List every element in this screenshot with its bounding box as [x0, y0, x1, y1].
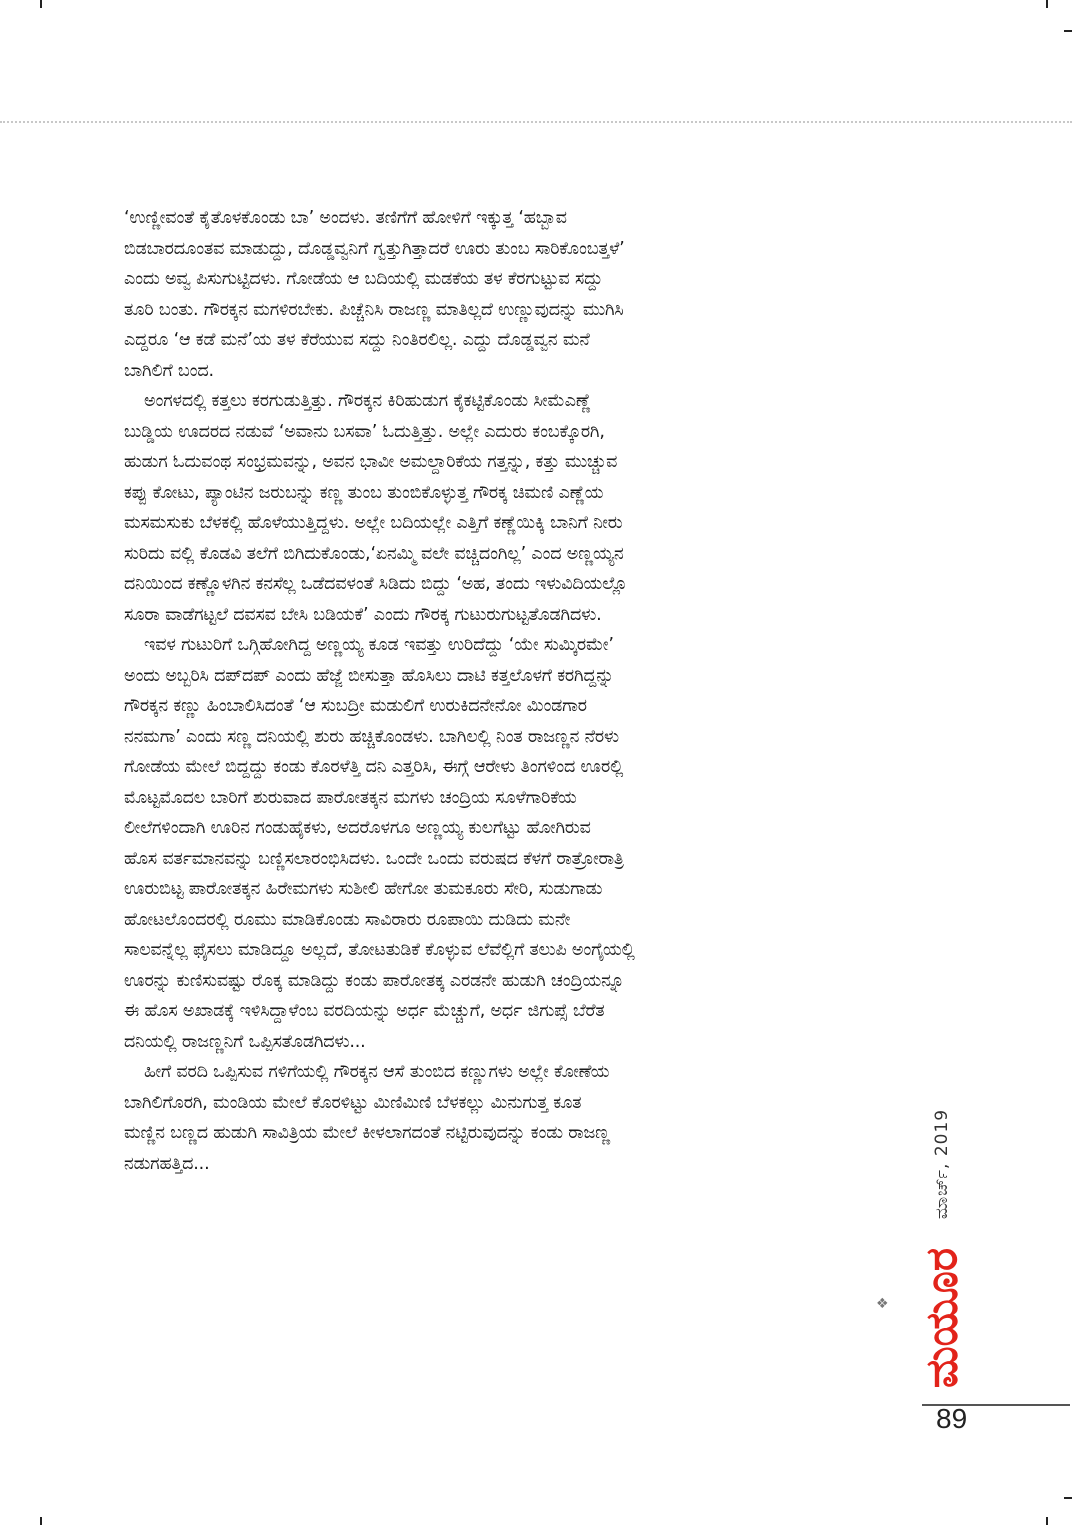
text-line: ನನಮಗಾ’ ಎಂದು ಸಣ್ಣ ದನಿಯಲ್ಲಿ ಶುರು ಹಚ್ಚಿಕೊಂಡಳು. ಬಾಗಿಲಲ್ಲಿ ನಿಂತ ರಾಜಣ್ಣನ ನೆರಳು — [124, 726, 619, 747]
text-line: ಊರುಬಿಟ್ಟ ಪಾರೋತಕ್ಕನ ಹಿರೇಮಗಳು ಸುಶೀಲಿ ಹೇಗೋ ತುಮಕೂರು ಸೇರಿ, ಸುಡುಗಾಡು — [124, 879, 603, 899]
text-line: ಹುಡುಗ ಓದುವಂಥ ಸಂಭ್ರಮವನ್ನು, ಅವನ ಭಾವೀ ಅಮಲ್ದಾರಿಕೆಯ ಗತ್ತನ್ನು, ಕತ್ತು ಮುಚ್ಚುವ — [124, 452, 618, 472]
text-line: ಸೂರಾ ವಾಡೆಗಟ್ಟಲೆ ದವಸವ ಬೇಸಿ ಬಡಿಯಕೆ’ ಎಂದು ಗೌರಕ್ಕ ಗುಟುರುಗುಟ್ಟತೊಡಗಿದಳು. — [124, 604, 602, 625]
text-line: ಅಂದು ಅಬ್ಬರಿಸಿ ದಪ್‌ದಪ್ ಎಂದು ಹೆಜ್ಜೆ ಬೀಸುತ್ತಾ ಹೊಸಿಲು ದಾಟಿ ಕತ್ತಲೊಳಗೆ ಕರಗಿದ್ದನ್ನು — [124, 665, 614, 686]
text-line: ದನಿಯಿಂದ ಕಣ್ಣೊಳಗಿನ ಕನಸೆಲ್ಲ ಒಡೆದವಳಂತೆ ಸಿಡಿದು ಬಿದ್ದು ‘ಅಹ, ತಂದು ಇಳುವಿದಿಯಲ್ಲೊ — [124, 574, 628, 594]
text-line: ಈ ಹೊಸ ಅಖಾಡಕ್ಕೆ ಇಳಿಸಿದ್ದಾಳೆಂಬ ವರದಿಯನ್ನು ಅರ್ಧ ಮೆಚ್ಚುಗೆ, ಅರ್ಧ ಜಿಗುಪ್ಸೆ ಬೆರೆತ — [124, 1001, 605, 1021]
crop-mark-right-lower — [1064, 1497, 1072, 1499]
crop-mark-top-left — [40, 0, 42, 8]
text-line: ಎದ್ದರೂ ‘ಆ ಕಡೆ ಮನೆ’ಯ ತಳ ಕೆರೆಯುವ ಸದ್ದು ನಿಂತಿರಲಿಲ್ಲ. ಎದ್ದು ದೊಡ್ಡವ್ವನ ಮನೆ — [124, 330, 590, 350]
text-line: ಊರನ್ನು ಕುಣಿಸುವಷ್ಟು ರೊಕ್ಕ ಮಾಡಿದ್ದು ಕಂಡು ಪಾರೋತಕ್ಕ ಎರಡನೇ ಹುಡುಗಿ ಚಂದ್ರಿಯನ್ನೂ — [124, 970, 625, 991]
text-line: ಹೀಗೆ ವರದಿ ಒಪ್ಪಿಸುವ ಗಳಿಗೆಯಲ್ಲಿ ಗೌರಕ್ಕನ ಆಸೆ ತುಂಬಿದ ಕಣ್ಣುಗಳು ಅಲ್ಲೇ ಕೋಣೆಯ — [144, 1062, 610, 1082]
dotted-header-rule — [0, 121, 1072, 123]
text-line: ಬಾಗಿಲಿಗೆ ಬಂದ. — [124, 360, 214, 381]
text-line: ಸುರಿದು ವಲ್ಲಿ ಕೊಡವಿ ತಲೆಗೆ ಬಿಗಿದುಕೊಂಡು,‘ಏನಮ್ಮಿ ವಲೇ ವಚ್ಚಿದಂಗಿಲ್ಲ’ ಎಂದ ಅಣ್ಣಯ್ಯನ — [124, 543, 624, 564]
text-line: ಕಪ್ಪು ಕೋಟು, ಪ್ಯಾಂಟಿನ ಜರುಬನ್ನು ಕಣ್ಣ ತುಂಬ ತುಂಬಿಕೊಳ್ಳುತ್ತ ಗೌರಕ್ಕ ಚಿಮಣಿ ಎಣ್ಣೆಯ — [124, 482, 604, 503]
text-line: ಬಿಡಬಾರದೂಂತವ ಮಾಡುದ್ದು, ದೊಡ್ಡವ್ವನಿಗೆ ಗ್ವತ್ತುಗಿತ್ತಾದರೆ ಊರು ತುಂಬ ಸಾರಿಕೊಂಬತ್ತಳೆ’ — [124, 238, 625, 259]
crop-mark-bottom-right — [1046, 1517, 1048, 1525]
crop-mark-bottom-left — [40, 1517, 42, 1525]
article-body — [124, 203, 892, 1179]
text-line: ಮೊಟ್ಟಮೊದಲ ಬಾರಿಗೆ ಶುರುವಾದ ಪಾರೋತಕ್ಕನ ಮಗಳು ಚಂದ್ರಿಯ ಸೂಳೆಗಾರಿಕೆಯ — [124, 787, 577, 808]
issue-date: ಮಾರ್ಚ್, 2019 — [932, 1108, 952, 1220]
text-line: ‘ಉಣ್ಣೀವಂತೆ ಕೈತೊಳಕೊಂಡು ಬಾ’ ಅಂದಳು. ತಣಿಗೆಗೆ ಹೋಳಿಗೆ ಇಕ್ಕುತ್ತ ‘ಹಬ್ಬಾವ — [124, 208, 567, 228]
magazine-logo: ಮಯೂರ — [916, 1247, 968, 1389]
text-line: ಗೋಡೆಯ ಮೇಲೆ ಬಿದ್ದದ್ದು ಕಂಡು ಕೊರಳೆತ್ತಿ ದನಿ ಎತ್ತರಿಸಿ, ಈಗ್ಗೆ ಆರೇಳು ತಿಂಗಳಿಂದ ಊರಲ್ಲಿ — [124, 757, 624, 777]
text-line: ಹೋಟಲೊಂದರಲ್ಲಿ ರೂಮು ಮಾಡಿಕೊಂಡು ಸಾವಿರಾರು ರೂಪಾಯಿ ದುಡಿದು ಮನೇ — [124, 909, 571, 930]
crop-mark-right-upper — [1064, 30, 1072, 32]
text-line: ನಡುಗಹತ್ತಿದ... — [124, 1153, 210, 1174]
text-line: ಗೌರಕ್ಕನ ಕಣ್ಣು ಹಿಂಬಾಲಿಸಿದಂತೆ ‘ಆ ಸುಬದ್ರೀ ಮಡುಲಿಗೆ ಉರುಕಿದನೇನೋ ಮಿಂಡಗಾರ — [124, 696, 587, 716]
text-line: ದನಿಯಲ್ಲಿ ರಾಜಣ್ಣನಿಗೆ ಒಪ್ಪಿಸತೊಡಗಿದಳು... — [124, 1031, 366, 1052]
page-number: 89 — [936, 1403, 968, 1434]
text-line: ಮಸಮಸುಕು ಬೆಳಕಲ್ಲಿ ಹೊಳೆಯುತ್ತಿದ್ದಳು. ಅಲ್ಲೇ ಬದಿಯಲ್ಲೇ ಎತ್ತಿಗೆ ಕಣ್ಣೆಯಿಕ್ಕಿ ಬಾನಿಗೆ ನೀರು — [124, 513, 623, 533]
text-line: ಬುಡ್ಡಿಯ ಊದರದ ನಡುವೆ ‘ಅವಾನು ಬಸವಾ’ ಓದುತ್ತಿತ್ತು. ಅಲ್ಲೇ ಎದುರು ಕಂಬಕ್ಕೊರಗಿ, — [124, 421, 605, 442]
crop-mark-top-right — [1046, 0, 1048, 8]
text-line: ಬಾಗಿಲಿಗೊರಗಿ, ಮಂಡಿಯ ಮೇಲೆ ಕೊರಳಿಟ್ಟು ಮಿಣಿಮಿಣಿ ಬೆಳಕಲ್ಲು ಮಿನುಗುತ್ತ ಕೂತ — [124, 1092, 582, 1113]
text-line: ಮಣ್ಣಿನ ಬಣ್ಣದ ಹುಡುಗಿ ಸಾವಿತ್ರಿಯ ಮೇಲೆ ಕೀಳಲಾಗದಂತೆ ನಟ್ಟಿರುವುದನ್ನು ಕಂಡು ರಾಜಣ್ಣ — [124, 1123, 610, 1143]
text-line: ಅಂಗಳದಲ್ಲಿ ಕತ್ತಲು ಕರಗುಡುತ್ತಿತ್ತು. ಗೌರಕ್ಕನ ಕಿರಿಹುಡುಗ ಕೈಕಟ್ಟಿಕೊಂಡು ಸೀಮೆಎಣ್ಣೆ — [144, 391, 591, 411]
text-line: ಲೀಲೆಗಳಿಂದಾಗಿ ಊರಿನ ಗಂಡುಹೈಕಳು, ಅದರೊಳಗೂ ಅಣ್ಣಯ್ಯ ಕುಲಗೆಟ್ಟು ಹೋಗಿರುವ — [124, 818, 591, 838]
end-ornament-icon: ❖ — [876, 1296, 889, 1312]
text-line: ಎಂದು ಅವ್ವ ಪಿಸುಗುಟ್ಟಿದಳು. ಗೋಡೆಯ ಆ ಬದಿಯಲ್ಲಿ ಮಡಕೆಯ ತಳ ಕೆರಗುಟ್ಟುವ ಸದ್ದು — [124, 269, 603, 289]
text-line: ತೂರಿ ಬಂತು. ಗೌರಕ್ಕನ ಮಗಳಿರಬೇಕು. ಪಿಚ್ಚೆನಿಸಿ ರಾಜಣ್ಣ ಮಾತಿಲ್ಲದೆ ಉಣ್ಣುವುದನ್ನು ಮುಗಿಸಿ — [124, 299, 624, 320]
text-line: ಇವಳ ಗುಟುರಿಗೆ ಒಗ್ಗಿಹೋಗಿದ್ದ ಅಣ್ಣಯ್ಯ ಕೂಡ ಇವತ್ತು ಉರಿದೆದ್ದು ‘ಯೇ ಸುಮ್ಕಿರಮೇ’ — [144, 635, 614, 655]
text-line: ಹೊಸ ವರ್ತಮಾನವನ್ನು ಬಣ್ಣಿಸಲಾರಂಭಿಸಿದಳು. ಒಂದೇ ಒಂದು ವರುಷದ ಕೆಳಗೆ ರಾತ್ರೋರಾತ್ರಿ — [124, 848, 624, 869]
text-line: ಸಾಲವನ್ನೆಲ್ಲ ಫೈಸಲು ಮಾಡಿದ್ದೂ ಅಲ್ಲದೆ, ತೋಟತುಡಿಕೆ ಕೊಳ್ಳುವ ಲೆವೆಲ್ಲಿಗೆ ತಲುಪಿ ಅಂಗೈಯಲ್ಲಿ — [124, 940, 635, 960]
